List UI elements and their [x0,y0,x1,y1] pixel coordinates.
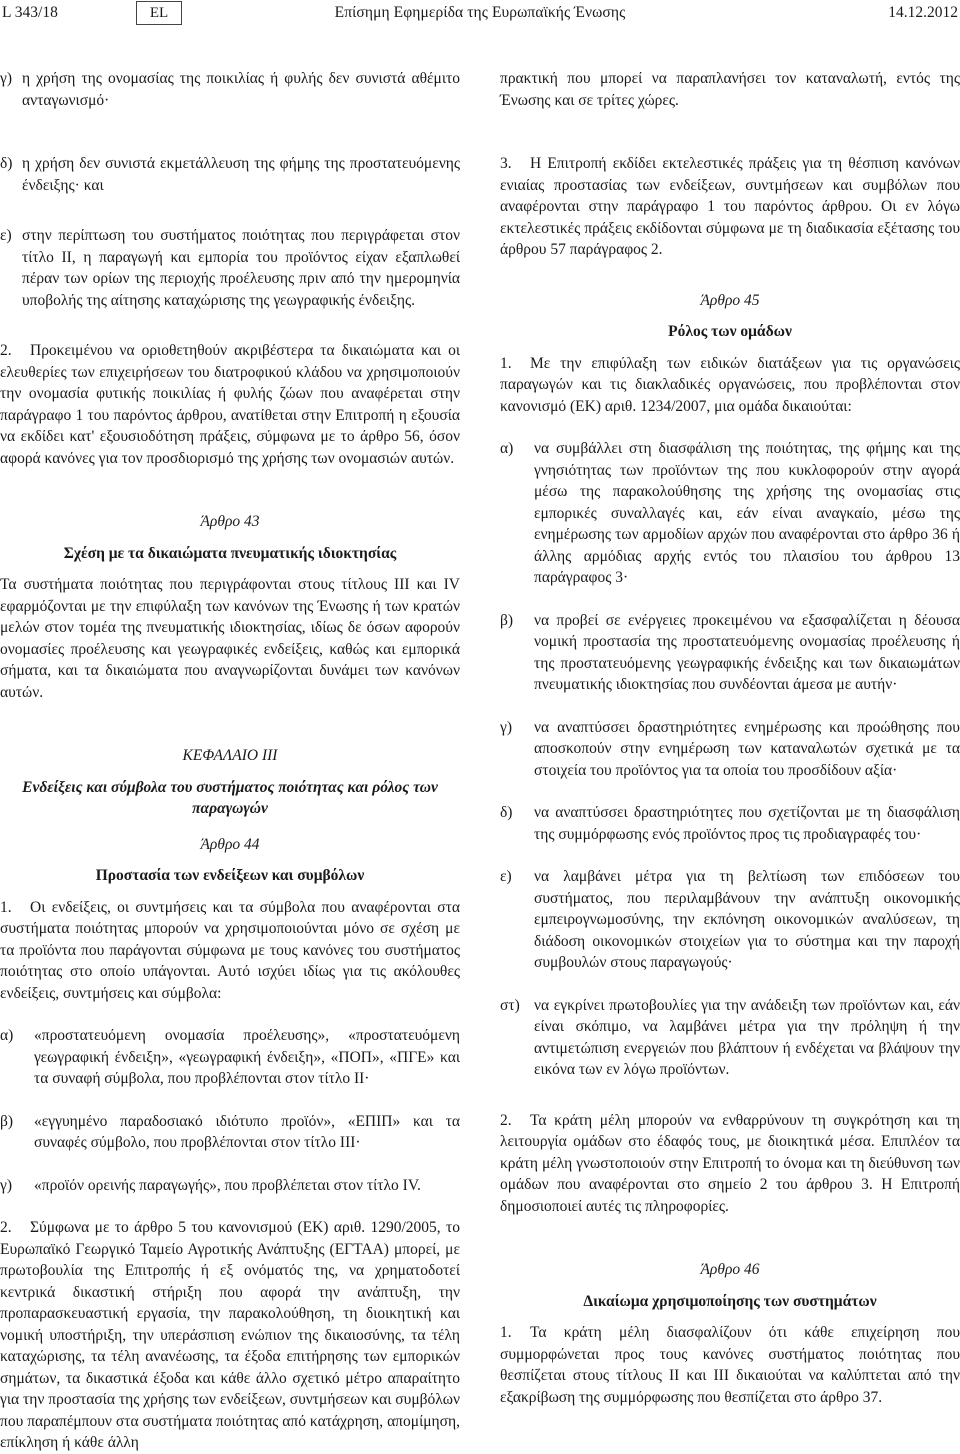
paragraph: 2. Προκειμένου να οριοθετηθούν ακριβέστερα τα δικαιώματα και οι ελευθερίες των επιχειρήσεων του διατροφικού κλάδου να χρησιμοποιούν την ονομασία φυτικής ποικιλίας ή φυλής ζώων που αναφέρεται στην παράγραφο 1 του παρόντος άρθρου, ανατίθεται στην Επιτροπή η εξουσία να εκδίδει κατ' εξουσιοδότηση πράξεις, σύμφωνα με το άρθρο 56, όσον αφορά κανόνες για τον προσδιορισμό της χρήσης των ονομασιών αυτών. [0,342,460,467]
list-item: β) «εγγυημένο παραδοσιακό ιδιότυπο προϊόν», «ΕΠΙΠ» και τα συναφές σύμβολο, που προβλέπονται στον τίτλο III· [0,1112,460,1151]
list-item: γ) να αναπτύσσει δραστηριότητες ενημέρωσης και προώθησης που αποσκοπούν στην ενημέρωση των καταναλωτών σχετικά με τα στοιχεία του προϊόντος για τα οποία του προσδίδουν αξία· [500,718,960,779]
list-item: δ) να αναπτύσσει δραστηριότητες που σχετίζονται με τη διασφάλιση της συμμόρφωσης ενός προϊόντος προς τις προδιαγραφές του· [500,804,960,843]
journal-title: Επίσημη Εφημερίδα της Ευρωπαϊκής Ένωσης [334,4,626,21]
list-item: στ) να εγκρίνει πρωτοβουλίες για την ανάδειξη των προϊόντων και, εάν είναι σκόπιμο, να λαμβάνει μέτρα για την πρόληψη ή την αντιμετώπιση ενεργειών που βλάπτουν ή ενδέχεται να βλάψουν την εικόνα των εν λόγω προϊόντων. [500,996,960,1078]
list-item: α) να συμβάλλει στη διασφάλιση της ποιότητας, της φήμης και της γνησιότητας των προϊόντων της που κυκλοφορούν στην αγορά μέσω της παρακολούθησης της χρήσης της ονομασίας στις εμπορικές συναλλαγές και, εάν είναι αναγκαίο, μέσω της ενημέρωσης των αρμοδίων αρχών που αναφέρονται στο άρθρο 36 ή άλλης αρμόδιας αρχής εντός του πλαισίου του άρθρου 13 παράγραφος 3· [500,440,960,586]
paragraph: πρακτική που μπορεί να παραπλανήσει τον καταναλωτή, εντός της Ένωσης και σε τρίτες χώρες. [500,70,960,109]
paragraph: 2. Σύμφωνα με το άρθρο 5 του κανονισμού (ΕΚ) αριθ. 1290/2005, το Ευρωπαϊκό Γεωργικό Ταμείο Αγροτικής Ανάπτυξης (ΕΓΤΑΑ) μπορεί, με πρωτοβουλία της Επιτροπής ή εξ ονόματός της, να χρηματοδοτεί κεντρικά δικαστική στήριξη που αφορά την ανάπτυξη, την προπαρασκευαστική εργασία, την παρακολούθηση, τη διοικητική και νομική υποστήριξη, την υπεράσπιση ενώπιον της δικαιοσύνης, τα τέλη καταχώρισης, τα τέλη ανανέωσης, τα έξοδα επιτήρησης των εμπορικών σημάτων, τα δικαστικά έξοδα και κάθε άλλο σχετικό μέτρο απαραίτητο για την προστασία της χρήσης των ενδείξεων, συντμήσεων και συμβόλων που παραπέμπουν στα συστήματα ποιότητας από κατάχρηση, απομίμηση, επίκληση ή κάθε άλλη [0,1219,460,1451]
paragraph: Τα συστήματα ποιότητας που περιγράφονται στους τίτλους III και IV εφαρμόζονται με την επιφύλαξη των κανόνων της Ένωσης ή των κρατών μελών στον τομέα της πνευματικής ιδιοκτησίας, ιδίως δε όσων αφορούν ονομασίες προέλευσης και γεωγραφικές ενδείξεις, καθώς και εμπορικά σήματα, και τα δικαιώματα που αναγνωρίζονται δυνάμει των κανόνων αυτών. [0,576,460,701]
right-column [500,68,960,1408]
article-number: Άρθρο 46 [700,1261,760,1278]
paragraph: 3. Η Επιτροπή εκδίδει εκτελεστικές πράξεις για τη θέσπιση κανόνων ενιαίας προστασίας των ενδείξεων, συντμήσεων και συμβόλων που αναφέρονται στην παράγραφο 1 του παρόντος άρθρου. Οι εν λόγω εκτελεστικές πράξεις εκδίδονται σύμφωνα με τη διαδικασία εξέτασης του άρθρου 57 παράγραφος 2. [500,155,960,258]
list-item: β) να προβεί σε ενέργειες προκειμένου να εξασφαλίζεται η δέουσα νομική προστασία της προστατευόμενης ονομασίας προέλευσης ή της προστατευόμενης γεωγραφικής ένδειξης και των δικαιωμάτων πνευματικής ιδιοκτησίας που συνδέονται άμεσα με αυτήν· [500,611,960,693]
article-title: Προστασία των ενδείξεων και συμβόλων [95,867,365,884]
chapter-title: Ενδείξεις και σύμβολα του συστήματος ποιότητας και ρόλος των παραγωγών [22,778,438,817]
article-title: Σχέση με τα δικαιώματα πνευματικής ιδιοκτησίας [63,544,397,562]
page-reference: L 343/18 [2,4,58,21]
list-item: γ) η χρήση της ονομασίας της ποικιλίας ή φυλής δεν συνιστά αθέμιτο ανταγωνισμό· [0,70,460,109]
list-item: ε) στην περίπτωση του συστήματος ποιότητας που περιγράφεται στον τίτλο II, η παραγωγή και εμπορία του προϊόντος είχαν εξαπλωθεί πέραν των ορίων της περιοχής προέλευσης πριν από την ημερομηνία υποβολής της αίτησης καταχώρισης της γεωγραφικής ένδειξης. [0,227,460,309]
left-column [0,68,460,1454]
article-title: Ρόλος των ομάδων [668,323,792,340]
publication-date: 14.12.2012 [888,4,958,21]
article-number: Άρθρο 43 [200,513,260,530]
article-title: Δικαίωμα χρησιμοποίησης των συστημάτων [583,1292,877,1310]
list-item: γ) «προϊόν ορεινής παραγωγής», που προβλέπεται στον τίτλο IV. [0,1176,421,1194]
language-badge: EL [136,1,182,25]
chapter-number: ΚΕΦΑΛΑΙΟ III [182,747,278,764]
paragraph: 1. Τα κράτη μέλη διασφαλίζουν ότι κάθε επιχείρηση που συμμορφώνεται προς τους κανόνες συστήματος ποιότητας που θεσπίζεται στους τίτλους II και III δικαιούται να καλύπτεται από την εξακρίβωση της συμμόρφωσης που θεσπίζεται στο άρθρο 37. [500,1324,960,1406]
list-item: α) «προστατευόμενη ονομασία προέλευσης», «προστατευόμενη γεωγραφική ένδειξη», «γεωγραφική ένδειξη», «ΠΟΠ», «ΠΓΕ» και τα συναφή σύμβολα, που προβλέπονται στον τίτλο II· [0,1027,460,1087]
paragraph: 1. Με την επιφύλαξη των ειδικών διατάξεων για τις οργανώσεις παραγωγών και τις διακλαδικές οργανώσεις, που προβλέπονται στον κανονισμό (ΕΚ) αριθ. 1234/2007, μια ομάδα δικαιούται: [500,354,960,415]
article-number: Άρθρο 44 [200,835,260,853]
list-item: ε) να λαμβάνει μέτρα για τη βελτίωση των επιδόσεων του συστήματος, που περιλαμβάνουν την ανάπτυξη οικονομικής εμπειρογνωμοσύνης, την εκπόνηση οικονομικών αναλύσεων, τη διάδοση οικονομικών στοιχείων για το σύστημα και την παροχή συμβουλών στους παραγωγούς· [500,868,960,971]
paragraph: 1. Οι ενδείξεις, οι συντμήσεις και τα σύμβολα που αναφέρονται στα συστήματα ποιότητας μπορούν να χρησιμοποιούνται μόνο σε σχέση με τα προϊόντα που παράγονται σύμφωνα με τους κανόνες του συστήματος ποιότητας στο οποίο υπάγονται. Αυτό ισχύει ιδίως για τις ακόλουθες ενδείξεις, συντμήσεις και σύμβολα: [0,898,460,1002]
article-number: Άρθρο 45 [700,291,760,309]
paragraph: 2. Τα κράτη μέλη μπορούν να ενθαρρύνουν τη συγκρότηση και τη λειτουργία ομάδων στο έδαφός τους, με διοικητικά μέσα. Επιπλέον τα κράτη μέλη γνωστοποιούν στην Επιτροπή το όνομα και τη διεύθυνση των ομάδων που αναφέρονται στο σημείο 2 του άρθρου 3. Η Επιτροπή δημοσιοποιεί αυτές τις πληροφορίες. [500,1111,960,1215]
list-item: δ) η χρήση δεν συνιστά εκμετάλλευση της φήμης της προστατευόμενης ένδειξης· και [0,155,460,194]
page-header [0,0,960,34]
